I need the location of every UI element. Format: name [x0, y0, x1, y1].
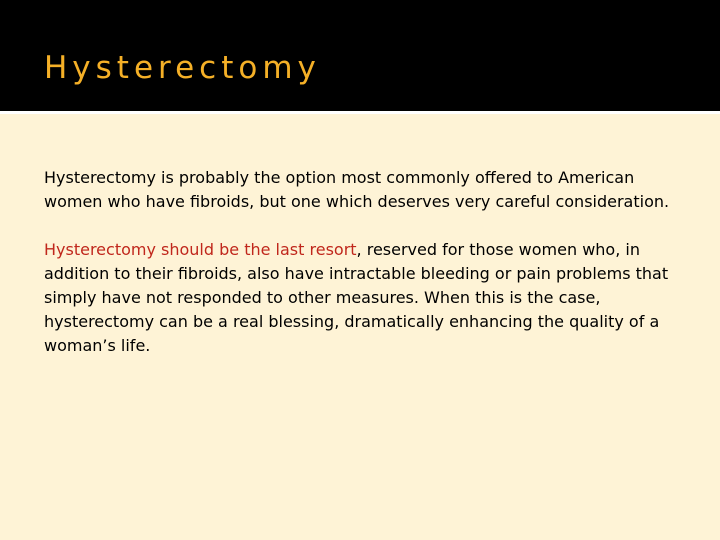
slide-body — [44, 166, 676, 358]
paragraph-2-text: , reserved for those women who, in addition to their fibroids, also have intractable bleeding or pain problems that simply have not responded to other measures. When this is the case, hysterectomy can be a real blessing, dramatically enhancing the quality of a woman’s life. — [44, 240, 669, 355]
title-divider — [0, 111, 720, 114]
slide-title: Hysterectomy — [44, 50, 321, 86]
body-paragraph-2 — [44, 238, 676, 358]
body-paragraph-1: Hysterectomy is probably the option most commonly offered to American women who have fibroids, but one which deserves very careful consideration. — [44, 168, 670, 211]
highlighted-phrase: Hysterectomy should be the last resort — [44, 240, 357, 259]
title-band — [0, 0, 720, 111]
